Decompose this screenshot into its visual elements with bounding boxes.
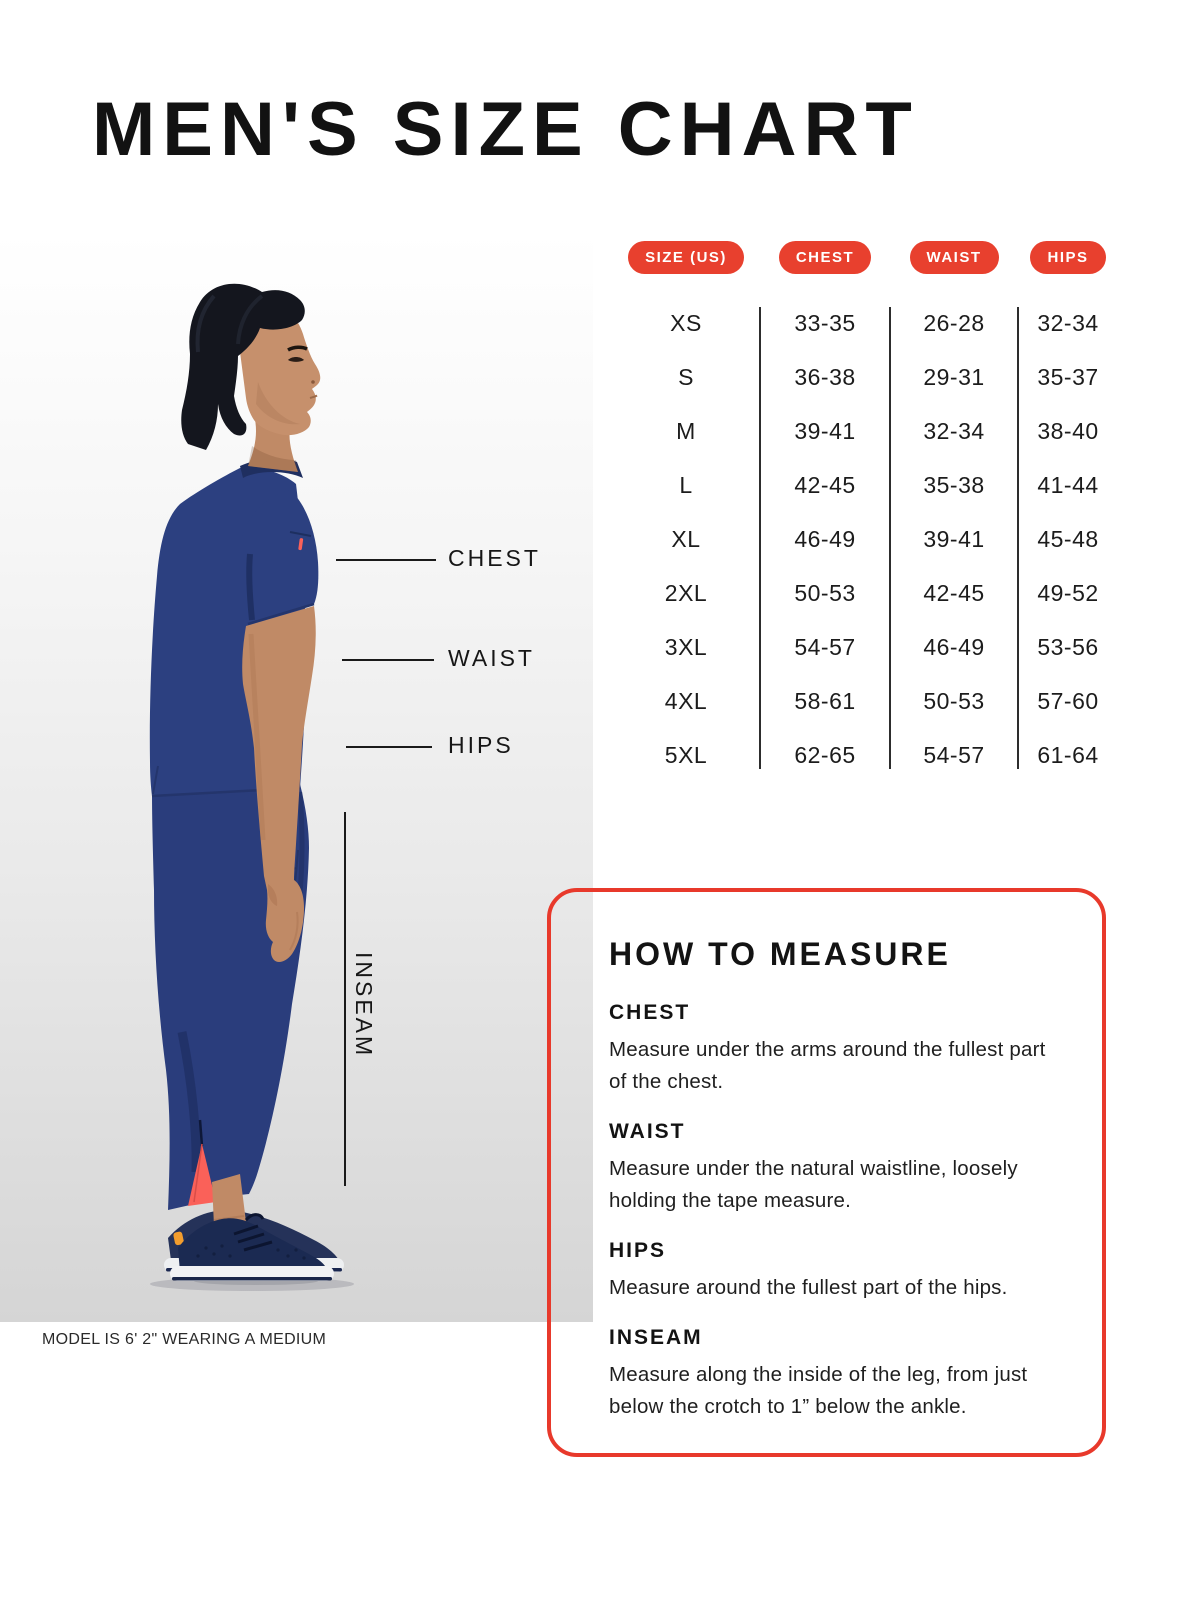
table-cell-size: M xyxy=(676,417,696,444)
table-cell-chest: 62-65 xyxy=(794,741,856,768)
how-to-measure-sections xyxy=(609,1001,1062,1423)
table-cell-waist: 42-45 xyxy=(923,579,985,606)
table-cell-hips: 53-56 xyxy=(1037,633,1099,660)
waist-label: WAIST xyxy=(448,645,535,671)
table-cell-hips: 35-37 xyxy=(1037,363,1099,390)
table-divider-1 xyxy=(759,307,761,769)
model-photo xyxy=(0,232,593,1324)
table-cell-hips: 61-64 xyxy=(1037,741,1099,768)
nostril xyxy=(311,380,315,384)
measure-section-text: Measure around the fullest part of the hips. xyxy=(609,1276,1008,1299)
measure-section-text: Measure under the arms around the fullest part of the chest. xyxy=(609,1038,1046,1093)
column-pill-size: SIZE (US) xyxy=(628,241,744,274)
table-cell-waist: 54-57 xyxy=(923,741,985,768)
table-cell-chest: 54-57 xyxy=(794,633,856,660)
table-cell-waist: 46-49 xyxy=(923,633,985,660)
table-cell-hips: 57-60 xyxy=(1037,687,1099,714)
waist-pointer-line xyxy=(342,659,434,661)
measure-section-heading: INSEAM xyxy=(609,1326,703,1349)
table-cell-size: S xyxy=(678,363,694,390)
table-cell-hips: 45-48 xyxy=(1037,525,1099,552)
measure-section-text: Measure along the inside of the leg, from just below the crotch to 1” below the ankle. xyxy=(609,1363,1028,1418)
table-divider-2 xyxy=(889,307,891,769)
table-cell-chest: 39-41 xyxy=(794,417,856,444)
how-to-measure-title: HOW TO MEASURE xyxy=(609,936,951,972)
how-to-measure-box xyxy=(547,888,1106,1457)
table-cell-waist: 50-53 xyxy=(923,687,985,714)
table-cell-hips: 49-52 xyxy=(1037,579,1099,606)
table-cell-size: XL xyxy=(671,525,701,552)
column-pill-hips: HIPS xyxy=(1030,241,1105,274)
hips-label: HIPS xyxy=(448,732,514,758)
table-cell-waist: 35-38 xyxy=(923,471,985,498)
chest-pointer-line xyxy=(336,559,436,561)
column-pill-waist: WAIST xyxy=(910,241,999,274)
table-cell-hips: 32-34 xyxy=(1037,309,1099,336)
table-cell-size: XS xyxy=(670,309,702,336)
table-cell-size: 2XL xyxy=(664,579,708,606)
table-cell-chest: 58-61 xyxy=(794,687,856,714)
hips-pointer-line xyxy=(346,746,432,748)
model-caption: MODEL IS 6' 2" WEARING A MEDIUM xyxy=(42,1331,327,1348)
measure-section-heading: CHEST xyxy=(609,1001,691,1024)
table-cell-hips: 41-44 xyxy=(1037,471,1099,498)
measure-section-heading: WAIST xyxy=(609,1120,686,1143)
table-cell-size: 5XL xyxy=(664,741,708,768)
size-table-header xyxy=(612,241,1118,274)
inseam-pointer-line xyxy=(344,812,346,1186)
table-cell-chest: 46-49 xyxy=(794,525,856,552)
chest-label: CHEST xyxy=(448,545,541,571)
table-cell-chest: 42-45 xyxy=(794,471,856,498)
table-cell-waist: 29-31 xyxy=(923,363,985,390)
table-cell-size: 3XL xyxy=(664,633,708,660)
table-cell-chest: 33-35 xyxy=(794,309,856,336)
measure-section-heading: HIPS xyxy=(609,1239,667,1262)
head xyxy=(181,284,320,450)
table-cell-chest: 50-53 xyxy=(794,579,856,606)
table-divider-3 xyxy=(1017,307,1019,769)
table-cell-size: 4XL xyxy=(664,687,708,714)
page-title: MEN'S SIZE CHART xyxy=(92,87,919,172)
table-cell-waist: 26-28 xyxy=(923,309,985,336)
table-cell-size: L xyxy=(679,471,693,498)
table-cell-chest: 36-38 xyxy=(794,363,856,390)
measure-section-text: Measure under the natural waistline, loosely holding the tape measure. xyxy=(609,1157,1018,1212)
column-pill-chest: CHEST xyxy=(779,241,871,274)
table-cell-waist: 39-41 xyxy=(923,525,985,552)
inseam-label: INSEAM xyxy=(351,952,377,1059)
size-table-body xyxy=(612,296,1118,782)
table-cell-waist: 32-34 xyxy=(923,417,985,444)
table-cell-hips: 38-40 xyxy=(1037,417,1099,444)
